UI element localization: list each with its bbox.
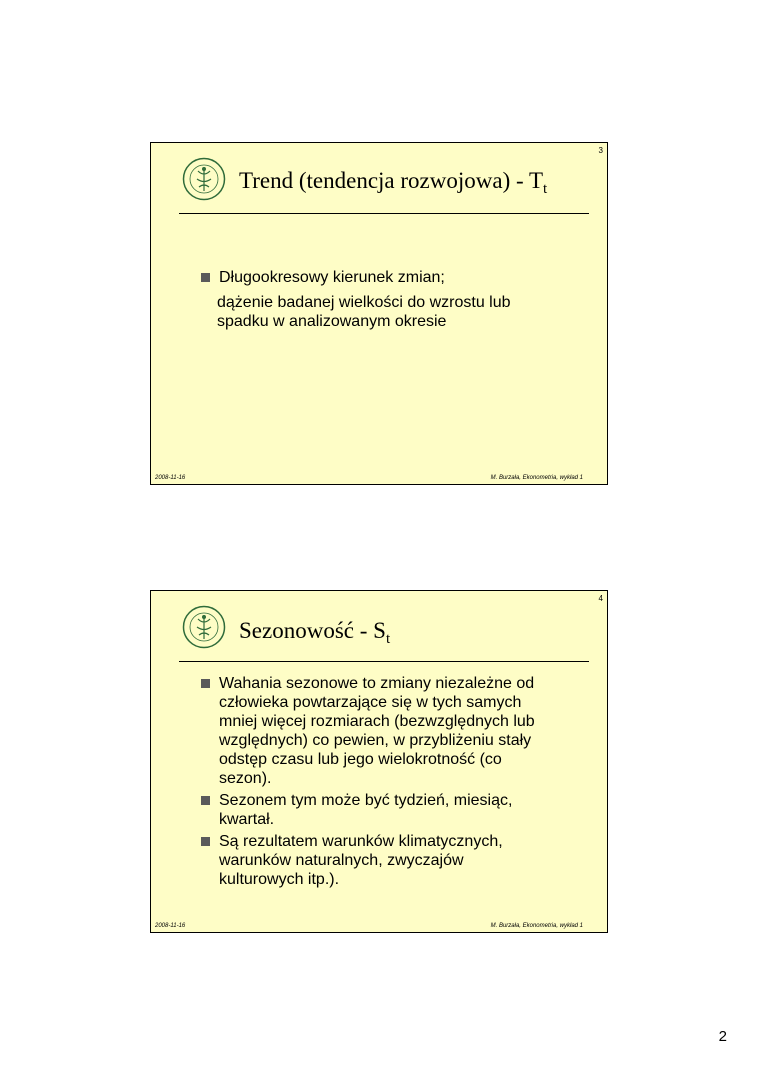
bullet-item: Sezonem tym może być tydzień, miesiąc, kwartał.: [201, 791, 601, 829]
footer-author: M. Burzała, Ekonometria, wykład 1: [490, 923, 583, 929]
bullet-item: Wahania sezonowe to zmiany niezależne od człowieka powtarzające się w tych samych mniej więcej rozmiarach (bezwzględnych lub względnych) co pewien, w przybliżeniu stały odstęp czasu lub jego wielokrotność (co sezon).: [201, 674, 601, 788]
bullet-square-icon: [201, 837, 210, 846]
bullet-item: Długookresowy kierunek zmian;: [201, 268, 601, 287]
slide-number: 3: [598, 146, 603, 155]
slide-3: [150, 142, 608, 485]
bullet-list: [201, 674, 601, 892]
bullet-item: Są rezultatem warunków klimatycznych, warunków naturalnych, zwyczajów kulturowych itp.).: [201, 832, 601, 889]
slide-title: Sezonowość - $S_t$: [239, 618, 391, 647]
university-seal-icon: [182, 605, 226, 649]
footer-date: 2008-11-16: [155, 923, 186, 929]
bullet-square-icon: [201, 273, 210, 282]
footer-date: 2008-11-16: [155, 475, 186, 481]
footer-author: M. Burzała, Ekonometria, wykład 1: [490, 475, 583, 481]
slide-4: [150, 590, 608, 933]
title-divider: [179, 213, 589, 214]
page-number: 2: [718, 1028, 727, 1045]
slide-number: 4: [598, 594, 603, 603]
bullet-continuation: dążenie badanej wielkości do wzrostu lub spadku w analizowanym okresie: [217, 294, 511, 330]
bullet-list: [201, 268, 601, 290]
title-divider: [179, 661, 589, 662]
slide-title: Trend (tendencja rozwojowa) - $T_t$: [239, 168, 548, 197]
university-seal-icon: [182, 157, 226, 201]
bullet-square-icon: [201, 679, 210, 688]
bullet-square-icon: [201, 796, 210, 805]
